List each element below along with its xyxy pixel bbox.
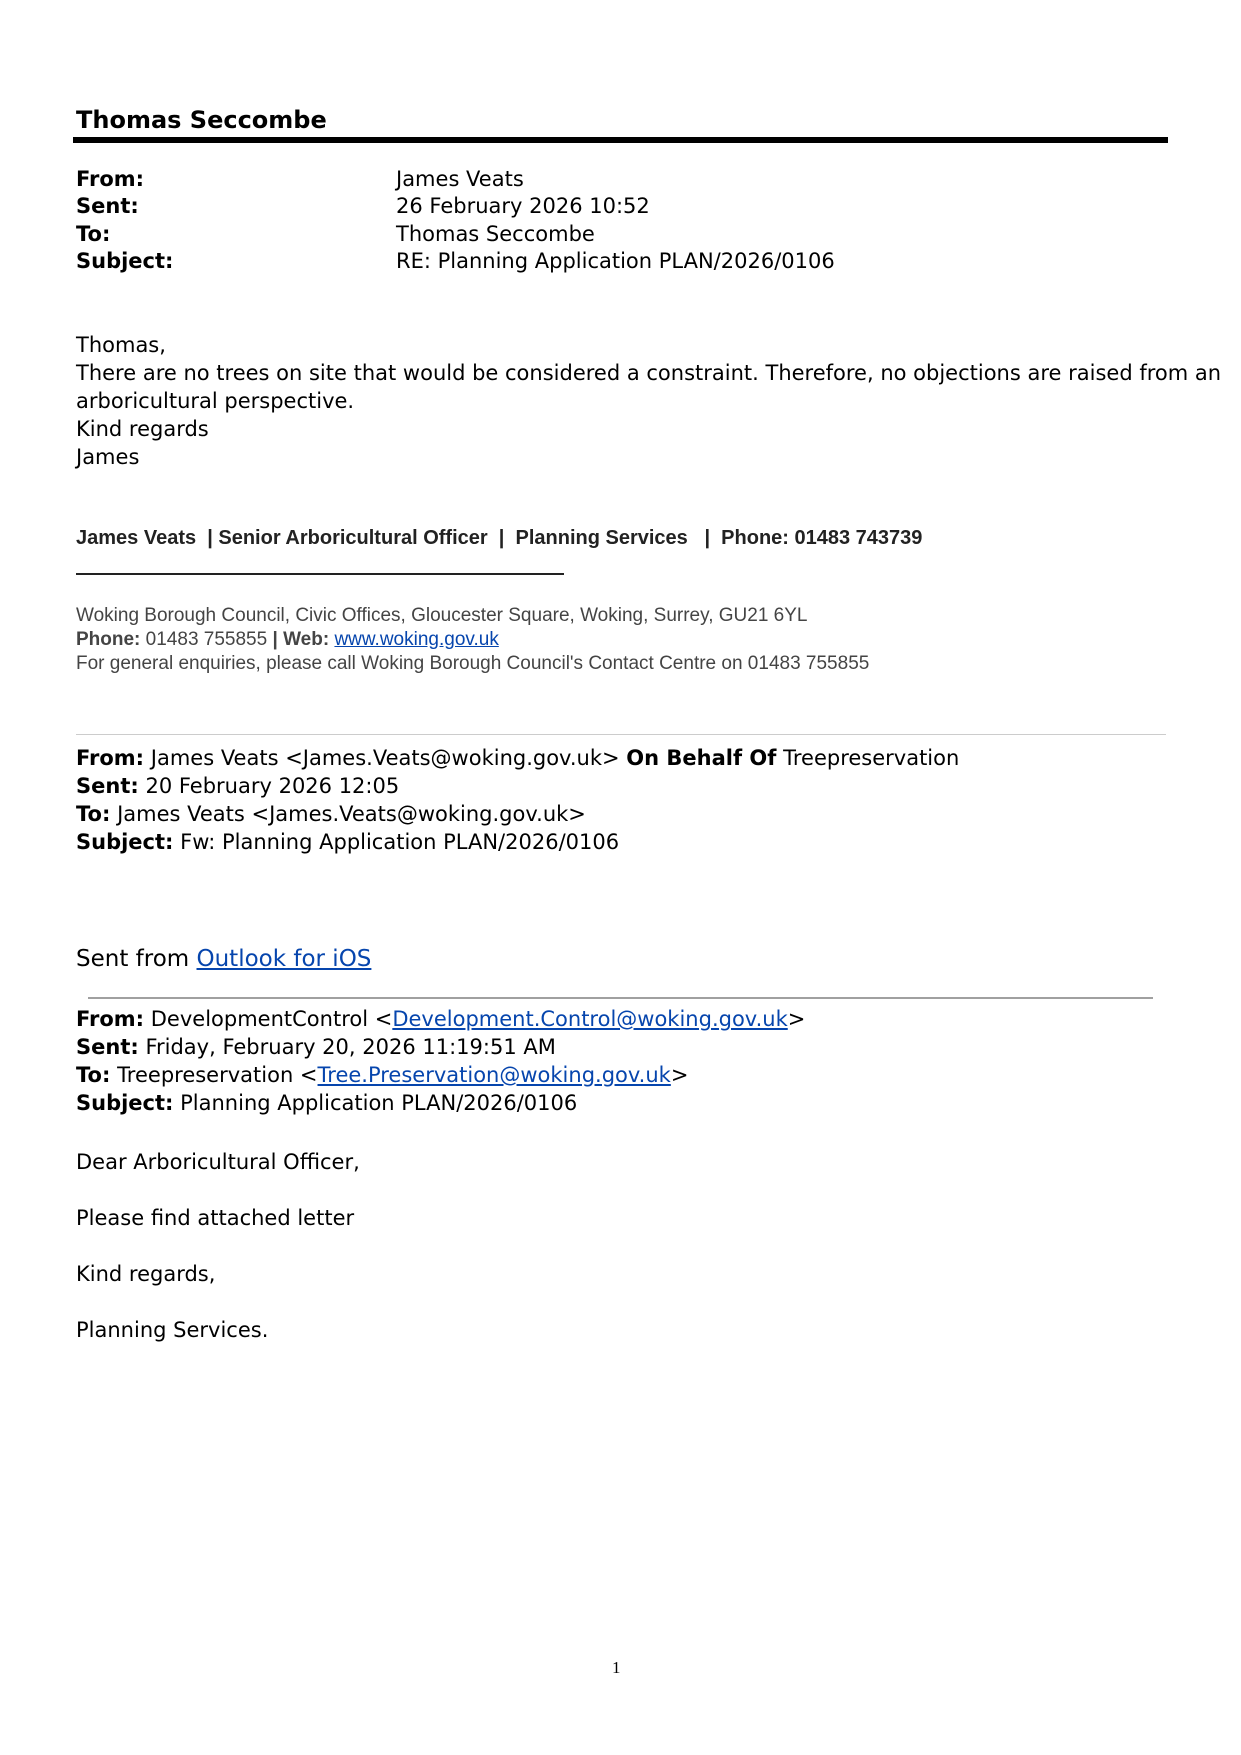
reply-signoff: Kind regards — [76, 417, 209, 441]
signature-web-link[interactable]: www.woking.gov.uk — [334, 629, 499, 650]
original-header — [76, 1005, 805, 1117]
subject-value: RE: Planning Application PLAN/2026/0106 — [396, 249, 835, 273]
forward-to-value: James Veats <James.Veats@woking.gov.uk> — [117, 802, 586, 826]
signature-phone: 01483 755855 — [145, 629, 268, 650]
outlook-ios-link[interactable]: Outlook for iOS — [196, 946, 372, 972]
original-signoff: Kind regards, — [76, 1262, 216, 1286]
original-sent — [76, 1033, 805, 1061]
original-body-text: Please find attached letter — [76, 1206, 355, 1230]
reply-body-line-2: arboricultural perspective. — [76, 389, 355, 413]
forward-sent-value: 20 February 2026 12:05 — [145, 774, 400, 798]
reply-greeting: Thomas, — [76, 333, 166, 357]
to-value: Thomas Seccombe — [396, 222, 595, 246]
original-body — [76, 1148, 360, 1344]
original-from-close: > — [787, 1007, 806, 1031]
from-label: From: — [76, 167, 145, 191]
subject-label: Subject: — [76, 249, 174, 273]
original-subject — [76, 1089, 805, 1117]
forward-behalf-label: On Behalf Of — [626, 746, 777, 770]
forward-subject-label: Subject: — [76, 830, 174, 854]
forward-behalf-value: Treepreservation — [783, 746, 960, 770]
original-from-email-link[interactable]: Development.Control@woking.gov.uk — [392, 1007, 788, 1031]
signature-contact — [76, 628, 869, 652]
original-to-label: To: — [76, 1063, 111, 1087]
signature-web-label: | Web: — [272, 629, 330, 650]
signature-block — [76, 604, 869, 676]
page-number: 1 — [612, 1658, 621, 1677]
forward-from-value: James Veats <James.Veats@woking.gov.uk> — [150, 746, 620, 770]
original-to-close: > — [670, 1063, 689, 1087]
signature-rule — [76, 573, 564, 575]
original-from-name: DevelopmentControl < — [150, 1007, 393, 1031]
signature-address: Woking Borough Council, Civic Offices, Gloucester Square, Woking, Surrey, GU21 6YL — [76, 605, 808, 626]
forward-to — [76, 800, 959, 828]
signature-line: James Veats | Senior Arboricultural Officer | Planning Services | Phone: 01483 743739 — [76, 527, 923, 549]
forward-from-label: From: — [76, 746, 145, 770]
sent-from-prefix: Sent from — [76, 946, 190, 972]
original-from-label: From: — [76, 1007, 145, 1031]
from-value: James Veats — [396, 167, 524, 191]
forward-sent — [76, 772, 959, 800]
original-name: Planning Services. — [76, 1318, 269, 1342]
forward-sent-label: Sent: — [76, 774, 139, 798]
sent-value: 26 February 2026 10:52 — [396, 194, 650, 218]
original-sent-value: Friday, February 20, 2026 11:19:51 AM — [145, 1035, 556, 1059]
sent-label: Sent: — [76, 194, 139, 218]
reply-body-line-1: There are no trees on site that would be considered a constraint. Therefore, no objections are raised from an — [76, 361, 1222, 385]
original-from — [76, 1005, 805, 1033]
forward-divider — [76, 734, 1166, 735]
signature-phone-label: Phone: — [76, 629, 141, 650]
original-to-email-link[interactable]: Tree.Preservation@woking.gov.uk — [317, 1063, 671, 1087]
forward-to-label: To: — [76, 802, 111, 826]
original-divider — [88, 997, 1153, 999]
sent-from-line — [76, 946, 371, 972]
forward-subject — [76, 828, 959, 856]
original-to — [76, 1061, 805, 1089]
original-sent-label: Sent: — [76, 1035, 139, 1059]
mailbox-owner-name: Thomas Seccombe — [76, 106, 327, 134]
reply-body — [76, 331, 1221, 471]
original-greeting: Dear Arboricultural Officer, — [76, 1150, 360, 1174]
reply-name: James — [76, 445, 140, 469]
forward-subject-value: Fw: Planning Application PLAN/2026/0106 — [180, 830, 620, 854]
original-subject-label: Subject: — [76, 1091, 174, 1115]
original-subject-value: Planning Application PLAN/2026/0106 — [180, 1091, 578, 1115]
header-rule — [73, 137, 1168, 143]
forward-header — [76, 744, 959, 856]
forward-from — [76, 744, 959, 772]
original-to-name: Treepreservation < — [117, 1063, 318, 1087]
to-label: To: — [76, 222, 111, 246]
signature-enquiries: For general enquiries, please call Woking Borough Council's Contact Centre on 01483 755855 — [76, 653, 870, 674]
